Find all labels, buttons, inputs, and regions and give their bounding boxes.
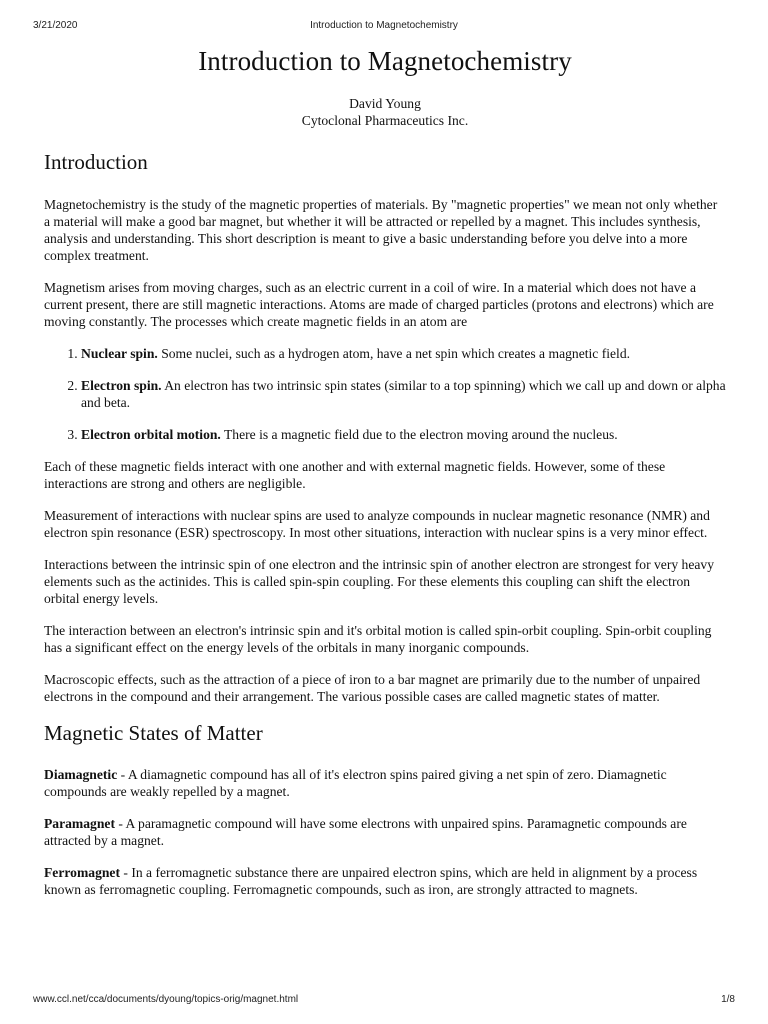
print-footer-url: www.ccl.net/cca/documents/dyoung/topics-orig/magnet.html [33,994,299,1005]
paragraph: Measurement of interactions with nuclear spins are used to analyze compounds in nuclear magnetic resonance (NMR) and electron spin resonance (ESR) spectroscopy. In most other situations, interaction with nuclear spins is a very minor effect. [44,508,710,540]
print-page-number: 1/8 [721,994,735,1005]
list-item-text: Some nuclei, such as a hydrogen atom, have a net spin which creates a magnetic field. [157,346,631,361]
definition-ferromagnet [44,864,726,898]
document-title: Introduction to Magnetochemistry [198,46,572,76]
author-affiliation: Cytoclonal Pharmaceutics Inc. [301,113,469,128]
author-name: David Young [349,96,421,111]
author-block [44,95,726,129]
list-item-term: Electron orbital motion. [81,427,221,442]
paragraph: Magnetism arises from moving charges, such as an electric current in a coil of wire. In a material which does not have a current present, there are still magnetic interactions. Atoms are made of charged particles (protons and electrons) which are moving constantly. The processes which create magnetic fields in an atom are [44,280,714,329]
definition-term: Diamagnetic [44,767,118,782]
paragraph: The interaction between an electron's intrinsic spin and it's orbital motion is called spin-orbit coupling. Spin-orbit coupling has a significant effect on the energy levels of the orbitals in many inorganic compounds. [44,623,712,655]
print-header-title: Introduction to Magnetochemistry [310,20,458,31]
list-item-term: Electron spin. [81,378,162,393]
section-heading-introduction: Introduction [44,150,148,174]
paragraph: Each of these magnetic fields interact with one another and with external magnetic fields. However, some of these interactions are strong and others are negligible. [44,459,666,491]
document-body [44,46,726,913]
definition-paramagnet [44,815,726,849]
list-item [81,377,726,411]
list-item-term: Nuclear spin. [81,346,158,361]
paragraph: Interactions between the intrinsic spin of one electron and the intrinsic spin of another electron are strongest for very heavy elements such as the actinides. This is called spin-spin coupling. For these elements this coupling can shift the electron orbital energy levels. [44,557,715,606]
print-date: 3/21/2020 [33,20,78,31]
list-item-text: An electron has two intrinsic spin states (similar to a top spinning) which we call up and down or alpha and beta. [81,378,726,410]
section-heading-magnetic-states: Magnetic States of Matter [44,721,263,745]
paragraph: Macroscopic effects, such as the attraction of a piece of iron to a bar magnet are primarily due to the number of unpaired electrons in the compound and their arrangement. The various possible cases are called magnetic states of matter. [44,672,701,704]
definition-term: Paramagnet [44,816,115,831]
definition-text: - In a ferromagnetic substance there are unpaired electron spins, which are held in alignment by a process known as ferromagnetic coupling. Ferromagnetic compounds, such as iron, are strongly attracted to magnets. [44,865,698,897]
paragraph: Magnetochemistry is the study of the magnetic properties of materials. By "magnetic properties" we mean not only whether a material will make a good bar magnet, but whether it will be attracted or repelled by a magnet. This includes synthesis, analysis and understanding. This short description is meant to give a basic understanding before you delve into a more complex treatment. [44,197,718,263]
definition-text: - A diamagnetic compound has all of it's electron spins paired giving a net spin of zero. Diamagnetic compounds are weakly repelled by a magnet. [44,767,667,799]
definition-term: Ferromagnet [44,865,120,880]
definition-text: - A paramagnetic compound will have some electrons with unpaired spins. Paramagnetic compounds are attracted by a magnet. [44,816,687,848]
magnetic-field-sources-list [44,345,726,443]
list-item [81,426,726,443]
definition-diamagnetic [44,766,726,800]
list-item [81,345,726,362]
list-item-text: There is a magnetic field due to the electron moving around the nucleus. [220,427,618,442]
